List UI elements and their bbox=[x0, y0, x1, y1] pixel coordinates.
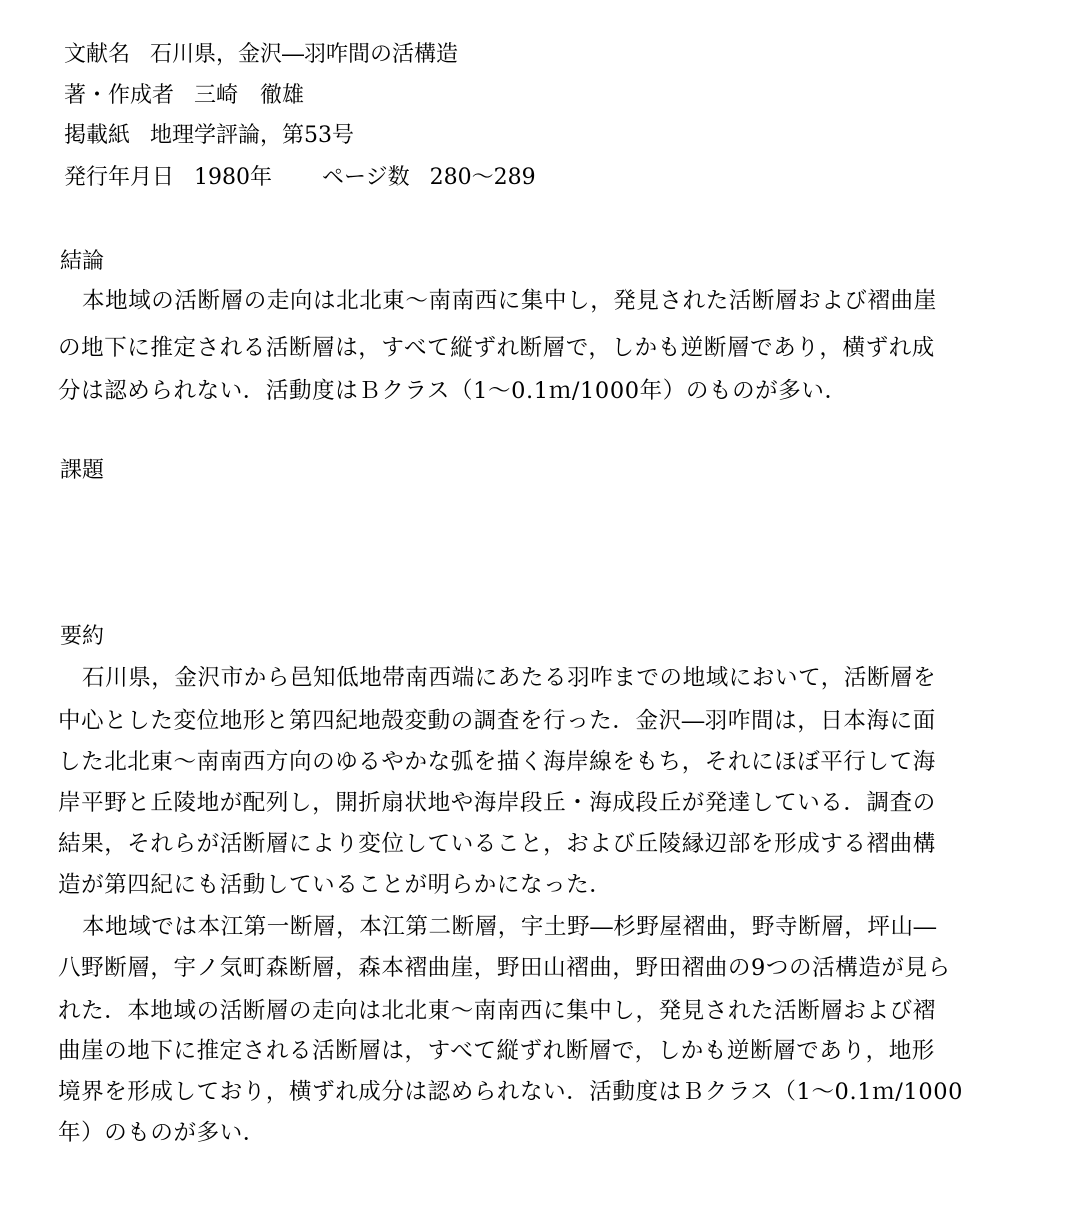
summary-line: 八野断層，宇ノ気町森断層，森本褶曲崖，野田山褶曲，野田褶曲の9つの活構造が見ら bbox=[58, 955, 951, 981]
summary-line: 境界を形成しており，横ずれ成分は認められない．活動度はＢクラス（1～0.1ｍ/1000 bbox=[58, 1079, 964, 1105]
meta-journal-value: 地理学評論，第53号 bbox=[150, 123, 355, 148]
meta-date-value: 1980年 bbox=[194, 165, 273, 190]
meta-title-key: 文献名 bbox=[64, 42, 131, 67]
meta-pages-value: 280～289 bbox=[429, 165, 536, 190]
summary-line: 石川県，金沢市から邑知低地帯南西端にあたる羽咋までの地域において，活断層を bbox=[82, 665, 937, 691]
meta-journal-key: 掲載紙 bbox=[64, 123, 131, 148]
conclusion-line: の地下に推定される活断層は，すべて縦ずれ断層で，しかも逆断層であり，横ずれ成 bbox=[58, 335, 935, 361]
issues-heading: 課題 bbox=[60, 458, 105, 483]
meta-date-key: 発行年月日 bbox=[64, 165, 175, 190]
summary-line: 中心とした変位地形と第四紀地殻変動の調査を行った．金沢―羽咋間は，日本海に面 bbox=[58, 708, 936, 734]
meta-journal-row bbox=[64, 122, 354, 150]
summary-line: れた．本地域の活断層の走向は北北東～南南西に集中し，発見された活断層および褶 bbox=[58, 998, 936, 1024]
conclusion-heading: 結論 bbox=[60, 249, 105, 274]
summary-line: 曲崖の地下に推定される活断層は，すべて縦ずれ断層で，しかも逆断層であり，地形 bbox=[58, 1038, 935, 1064]
conclusion-line: 分は認められない．活動度はＢクラス（1～0.1ｍ/1000年）のものが多い． bbox=[58, 378, 848, 404]
meta-author-key: 著・作成者 bbox=[64, 83, 175, 108]
summary-line: した北北東～南南西方向のゆるやかな弧を描く海岸線をもち，それにほぼ平行して海 bbox=[58, 749, 936, 775]
summary-line: 年）のものが多い． bbox=[58, 1120, 266, 1146]
conclusion-line: 本地域の活断層の走向は北北東～南南西に集中し，発見された活断層および褶曲崖 bbox=[82, 288, 937, 314]
meta-title-row bbox=[64, 41, 458, 69]
meta-pages-key: ページ数 bbox=[322, 165, 410, 190]
summary-line: 岸平野と丘陵地が配列し，開折扇状地や海岸段丘・海成段丘が発達している．調査の bbox=[58, 790, 936, 816]
summary-line: 本地域では本江第一断層，本江第二断層，宇土野―杉野屋褶曲，野寺断層，坪山― bbox=[82, 914, 937, 940]
meta-author-value: 三崎 徹雄 bbox=[194, 83, 305, 108]
meta-title-value: 石川県，金沢―羽咋間の活構造 bbox=[150, 42, 459, 67]
summary-heading: 要約 bbox=[60, 624, 105, 649]
summary-line: 結果，それらが活断層により変位していること，および丘陵縁辺部を形成する褶曲構 bbox=[58, 831, 936, 857]
meta-date-row bbox=[64, 164, 536, 192]
meta-author-row bbox=[64, 82, 304, 110]
summary-line: 造が第四紀にも活動していることが明らかになった． bbox=[58, 872, 613, 898]
